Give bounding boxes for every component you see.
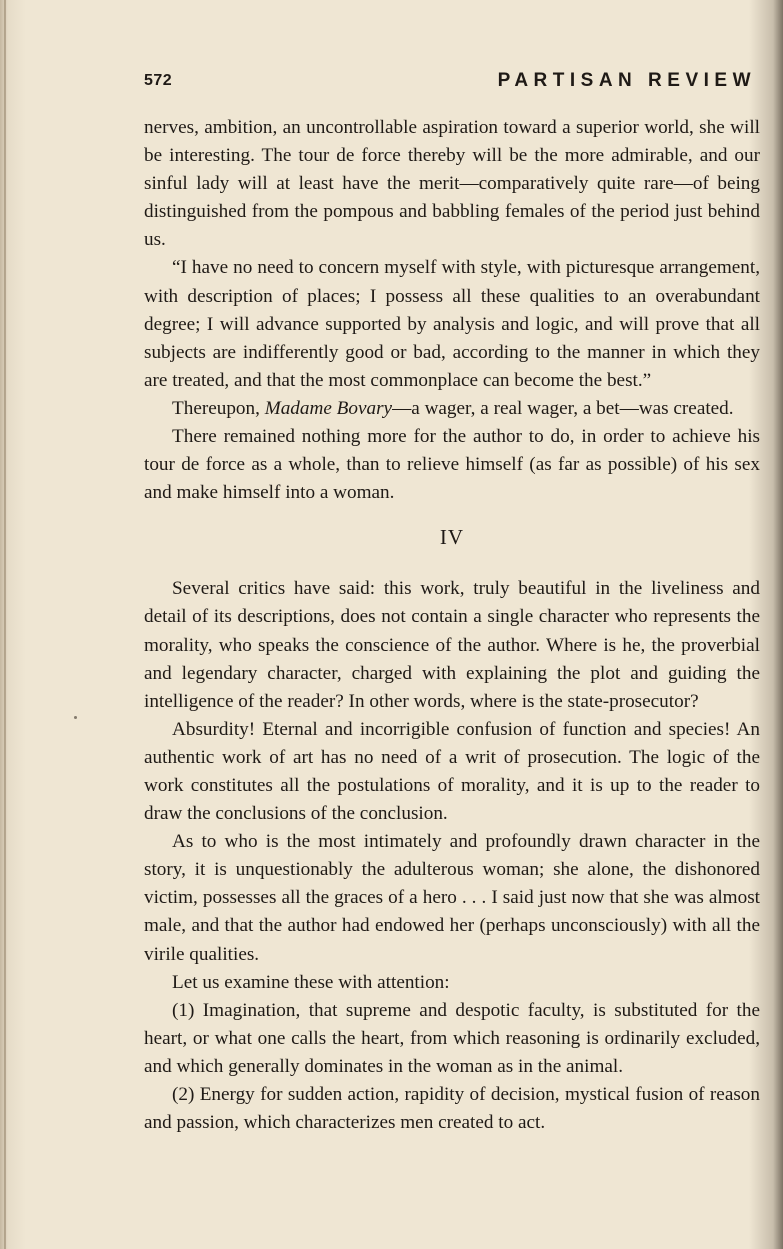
paragraph (144, 395, 760, 423)
section-heading: IV (439, 525, 465, 550)
margin-speck (74, 716, 77, 719)
paragraph: Several critics have said: this work, truly beautiful in the liveliness and detail of its descriptions, does not contain a single character who represents the morality, who speaks the conscience of the author. Where is he, the proverbial and legendary character, charged with explaining the plot and guiding the intelligence of the reader? In other words, where is the state-prosecutor? (144, 578, 760, 712)
paragraph: As to who is the most intimately and profoundly drawn character in the story, it is unquestionably the adulterous woman; she alone, the dishonored victim, possesses all the graces of a hero . . . I said just now that she was almost male, and that the author had endowed her (perhaps unconsciously) with all the virile qualities. (144, 831, 760, 965)
paragraph: (1) Imagination, that supreme and despotic faculty, is substituted for the heart, or what one calls the heart, from which reasoning is ordinarily excluded, and which generally dominates in the woman as in the animal. (144, 999, 760, 1077)
paragraph: Absurdity! Eternal and incorrigible confusion of function and species! An authentic work of art has no need of a writ of prosecution. The logic of the work constitutes all the postulations of morality, and it is up to the reader to draw the conclusions of the conclusion. (144, 718, 760, 825)
paragraph-text: Thereupon, (172, 397, 265, 419)
page-header (144, 72, 756, 98)
paragraph: “I have no need to concern myself with style, with picturesque arrangement, with description of places; I possess all these qualities to an overabundant degree; I will advance supported by analysis and logic, and will prove that all subjects are indifferently good or bad, according to the manner in which they are treated, and that the most commonplace can become the best.” (144, 257, 760, 391)
page-number: 572 (144, 72, 173, 89)
paragraph: There remained nothing more for the author to do, in order to achieve his tour de force as a whole, than to relieve himself (as far as possible) of his sex and make himself into a woman. (144, 426, 760, 504)
body-text (144, 114, 760, 1137)
book-title: Madame Bovary (264, 397, 393, 419)
paragraph: (2) Energy for sudden action, rapidity of decision, mystical fusion of reason and passion, which characterizes men created to act. (144, 1084, 760, 1134)
running-head: PARTISAN REVIEW (497, 70, 756, 91)
paragraph: Let us examine these with attention: (172, 971, 450, 993)
paragraph-text: —a wager, a real wager, a bet—was created. (392, 397, 734, 419)
paragraph: nerves, ambition, an uncontrollable aspiration toward a superior world, she will be interesting. The tour de force thereby will be the more admirable, and our sinful lady will at least have the merit—comparatively quite rare—of being distinguished from the pompous and babbling females of the period just behind us. (144, 117, 760, 251)
page-gutter-edge (4, 0, 6, 1249)
